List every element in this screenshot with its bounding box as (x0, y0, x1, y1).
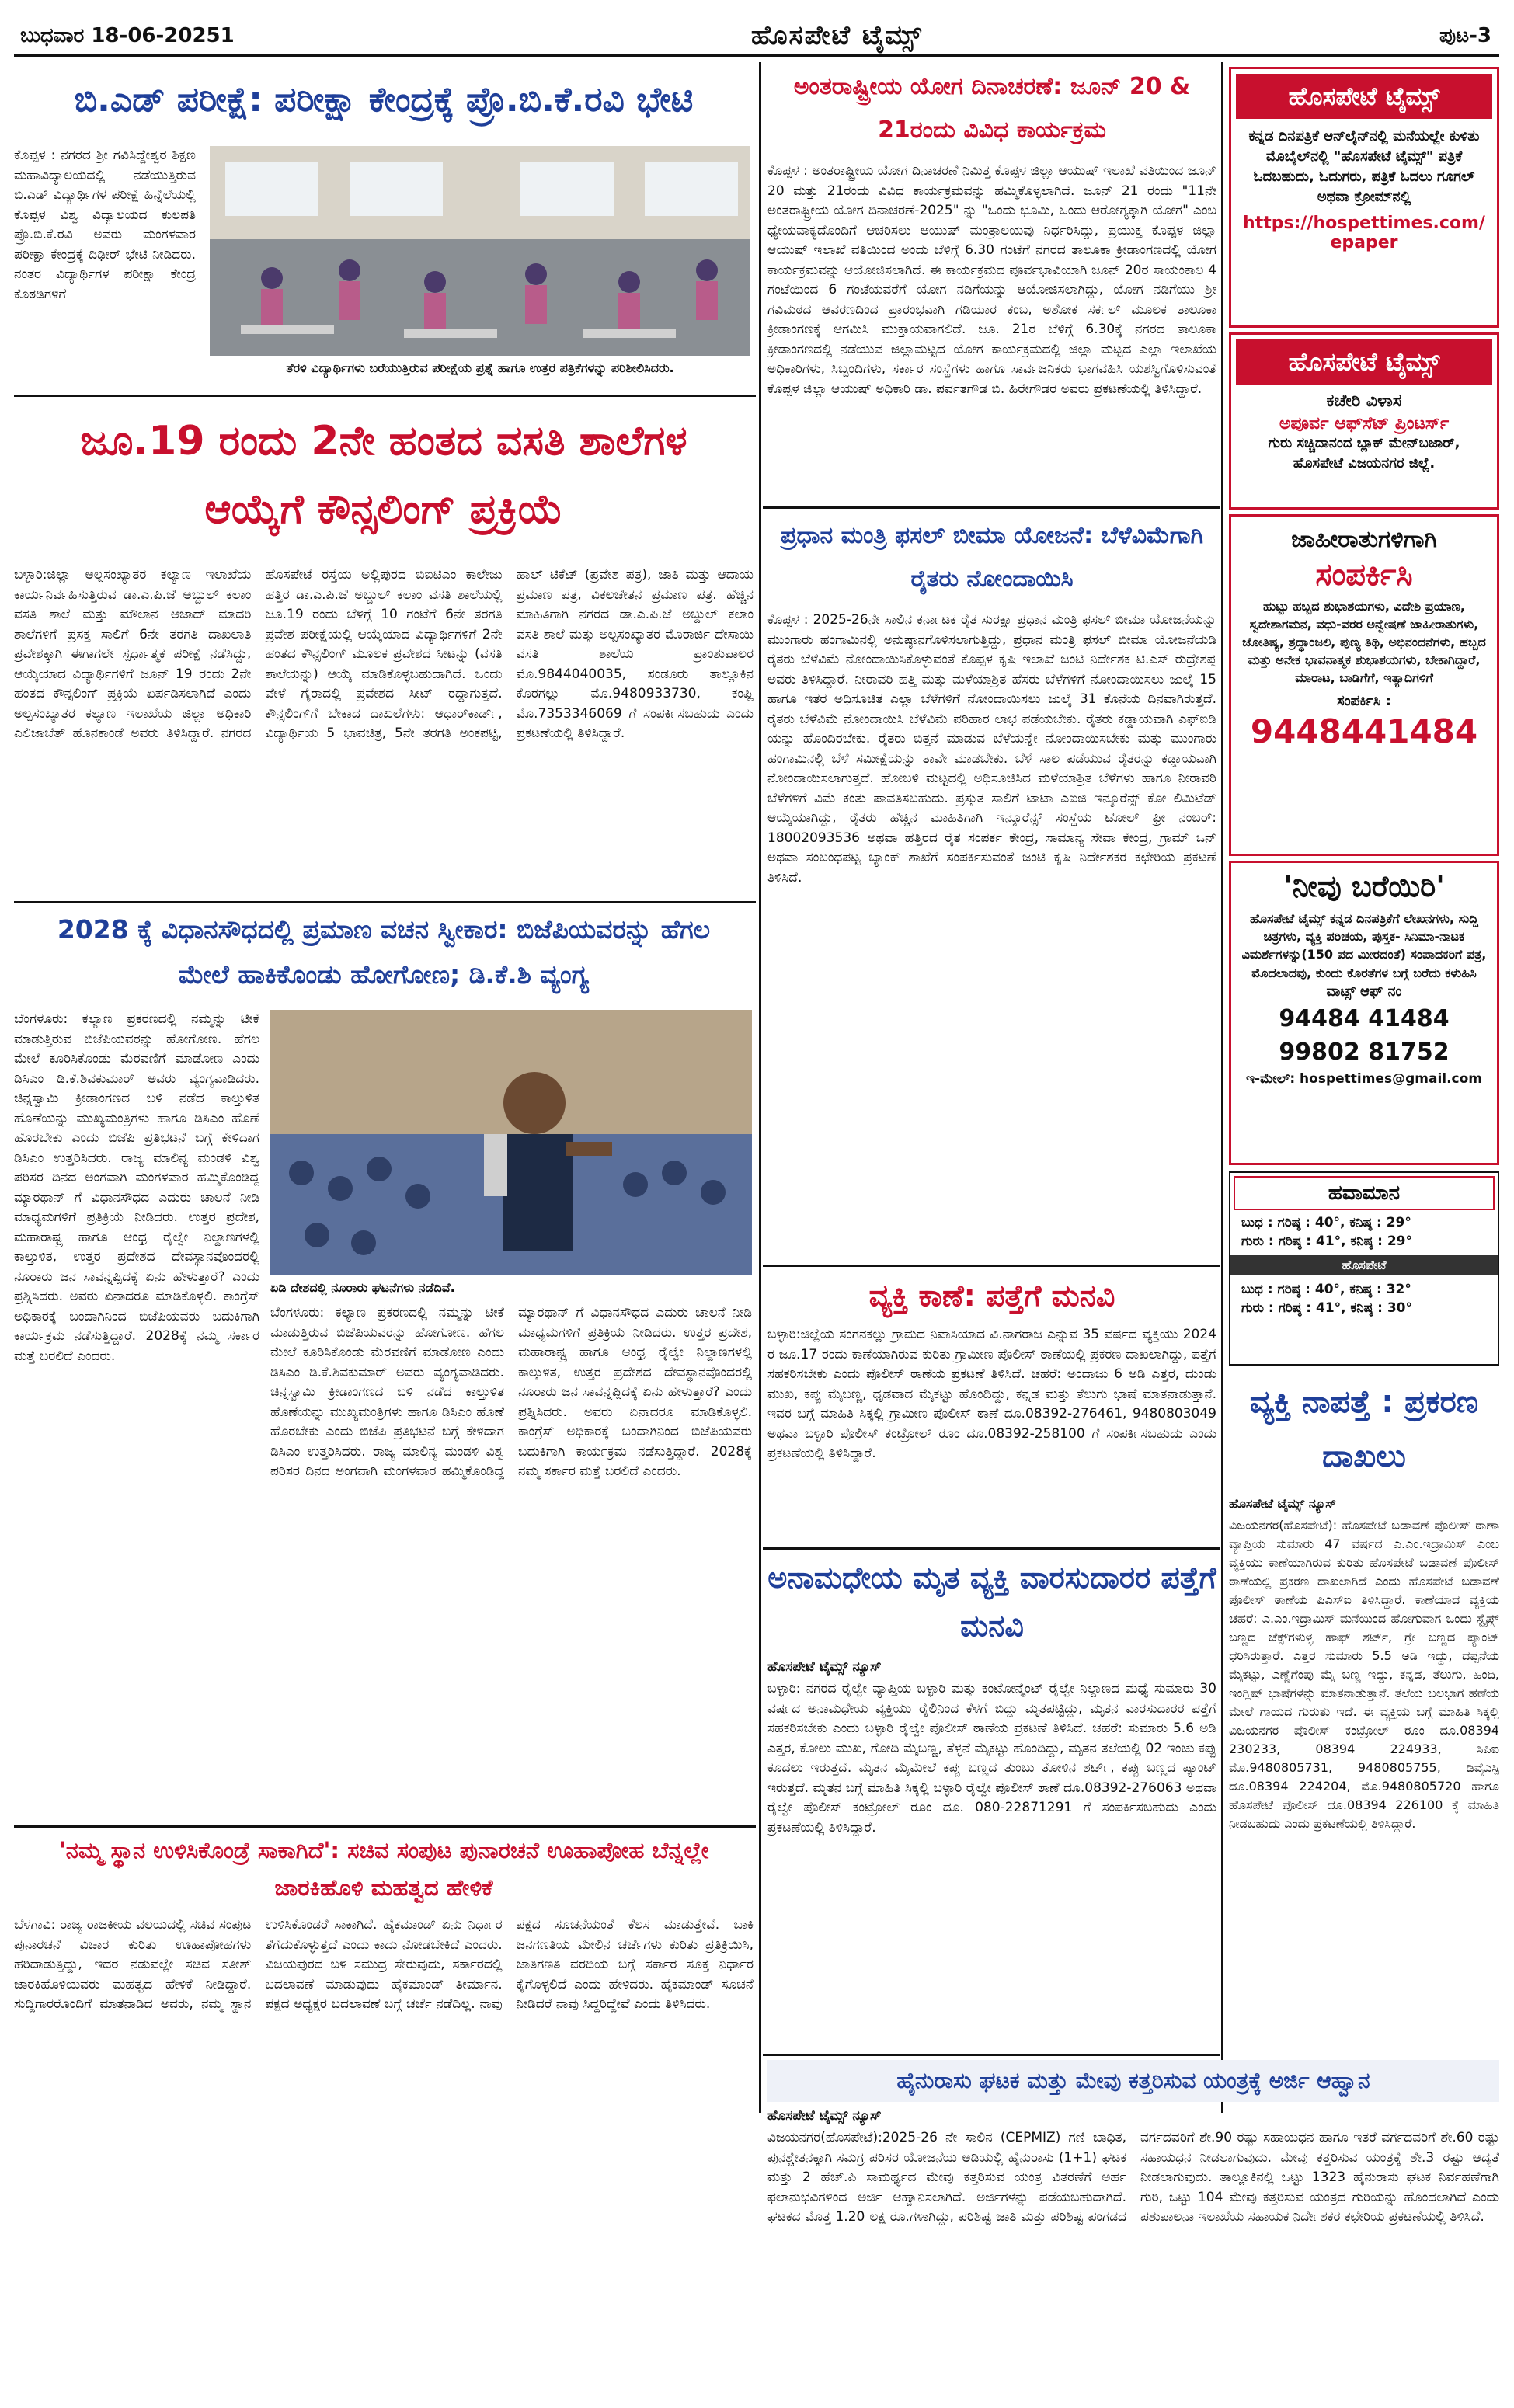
article-body: ಬಳ್ಳಾರಿ: ನಗರದ ರೈಲ್ವೇ ವ್ಯಾಪ್ತಿಯ ಬಳ್ಳಾರಿ ಮತ್ತು ಕಂಟೋನ್ಮೆಂಟ್ ರೈಲ್ವೇ ನಿಲ್ದಾಣದ ಮಧ್ಯೆ ಸುಮಾರು 30 ವರ್ಷದ ಅನಾಮಧೇಯ ವ್ಯಕ್ತಿಯು ರೈಲಿನಿಂದ ಕೆಳಗೆ ಬಿದ್ದು ಮೃತಪಟ್ಟಿದ್ದು, ಮೃತನ ವಾರಸುದಾರರ ಪತ್ತೆಗೆ ಸಹಕರಿಸಬೇಕು ಎಂದು ಬಳ್ಳಾರಿ ರೈಲ್ವೇ ಪೊಲೀಸ್ ಠಾಣೆಯ ಪ್ರಕಟಣೆ ತಿಳಿಸಿದೆ. ಚಹರೆ: ಸುಮಾರು 5.6 ಅಡಿ ಎತ್ತರ, ಕೋಲು ಮುಖ, ಗೋದಿ ಮೈಬಣ್ಣ, ತೆಳ್ಳನೆ ಮೈಕಟ್ಟು ಹೊಂದಿದ್ದು, ಮೃತನ ತಲೆಯಲ್ಲಿ 02 ಇಂಚು ಕಪ್ಪು ಕೂದಲು ಇರುತ್ತದೆ. ಮೃತನ ಮೈಮೇಲೆ ಕಪ್ಪು ಬಣ್ಣದ ತುಂಬು ತೋಳಿನ ಶರ್ಟ್, ಕಪ್ಪು ಬಣ್ಣದ ಪ್ಯಾಂಟ್ ಇರುತ್ತದೆ. ಮೃತನ ಬಗ್ಗೆ ಮಾಹಿತಿ ಸಿಕ್ಕಲ್ಲಿ ಬಳ್ಳಾರಿ ರೈಲ್ವೇ ಪೊಲೀಸ್ ಠಾಣೆ ದೂ.08392-276063 ಅಥವಾ ರೈಲ್ವೇ ಪೊಲೀಸ್ ಕಂಟ್ರೋಲ್ ರೂಂ ದೂ. 080-22871291 ಗೆ ಸಂಪರ್ಕಿಸಬಹುದು ಎಂದು ಪ್ರಕಟಣೆಯಲ್ಲಿ ತಿಳಿಸಿದ್ದಾರೆ. (767, 1681, 1216, 1836)
whatsapp-label: ವಾಟ್ಸ್ ಆಫ್ ನಂ (1326, 983, 1402, 1000)
ad-title: ಹೊಸಪೇಟೆ ಟೈಮ್ಸ್ (1236, 339, 1492, 385)
article-headline: 'ನಮ್ಮ ಸ್ಥಾನ ಉಳಿಸಿಕೊಂಡ್ರೆ ಸಾಕಾಗಿದೆ': ಸಚಿವ ಸಂಪುಟ ಪುನಾರಚನೆ ಊಹಾಪೋಹ ಬೆನ್ನಲ್ಲೇ ಜಾರಕಿಹೊಳಿ ಮಹತ್ವದ ಹೇಳಿಕೆ (58, 1837, 709, 1901)
office-address: ಗುರು ಸಚ್ಚಿದಾನಂದ ಬ್ಲಾಕ್ ಮೇನ್‌ಬಜಾರ್, ಹೊಸಪೇಟೆ ವಿಜಯನಗರ ಜಿಲ್ಲೆ. (1268, 434, 1460, 472)
article-body-continued: ಬೆಂಗಳೂರು: ಕಲ್ಯಾಣ ಪ್ರಕರಣದಲ್ಲಿ ನಮ್ಮನ್ನು ಟೀಕೆ ಮಾಡುತ್ತಿರುವ ಬಿಜೆಪಿಯವರನ್ನು ಹೋಗೋಣ. ಹೆಗಲ ಮೇಲೆ ಕೂರಿಸಿಕೊಂಡು ಮೆರವಣಿಗೆ ಮಾಡೋಣ ಎಂದು ಡಿಸಿಎಂ ಡಿ.ಕೆ.ಶಿವಕುಮಾರ್ ಅವರು ವ್ಯಂಗ್ಯವಾಡಿದರು. ಚಿನ್ನಸ್ವಾಮಿ ಕ್ರೀಡಾಂಗಣದ ಬಳಿ ನಡೆದ ಕಾಲ್ತುಳಿತ ಹೊಣೆಯನ್ನು ಮುಖ್ಯಮಂತ್ರಿಗಳು ಹಾಗೂ ಡಿಸಿಎಂ ಹೊಣೆ ಹೊರಬೇಕು ಎಂದು ಬಿಜೆಪಿ ಪ್ರತಿಭಟನೆ ಬಗ್ಗೆ ಕೇಳಿದಾಗ ಡಿಸಿಎಂ ಉತ್ತರಿಸಿದರು. ರಾಜ್ಯ ಮಾಲಿನ್ಯ ಮಂಡಳಿ ವಿಶ್ವ ಪರಿಸರ ದಿನದ ಅಂಗವಾಗಿ ಮಂಗಳವಾರ ಹಮ್ಮಿಕೊಂಡಿದ್ದ ಮ್ಯಾರಥಾನ್ ಗೆ ವಿಧಾನಸೌಧದ ಎದುರು ಚಾಲನೆ ನೀಡಿ ಮಾಧ್ಯಮಗಳಿಗೆ ಪ್ರತಿಕ್ರಿಯೆ ನೀಡಿದರು. ಉತ್ತರ ಪ್ರದೇಶ, ಮಹಾರಾಷ್ಟ್ರ ಹಾಗೂ ಆಂಧ್ರ ರೈಲ್ವೇ ನಿಲ್ದಾಣಗಳಲ್ಲಿ ಕಾಲ್ತುಳಿತ, ಉತ್ತರ ಪ್ರದೇಶದ ದೇವಸ್ಥಾನವೊಂದರಲ್ಲಿ ನೂರಾರು ಜನ ಸಾವನ್ನಪ್ಪಿದಕ್ಕೆ ಏನು ಹೇಳುತ್ತಾರೆ? ಎಂದು ಪ್ರಶ್ನಿಸಿದರು. ಅವರು ಏನಾದರೂ ಮಾಡಿಕೊಳ್ಳಲಿ. ಕಾಂಗ್ರೆಸ್ ಅಧಿಕಾರಕ್ಕೆ ಬಂದಾಗಿನಿಂದ ಬಿಜೆಪಿಯವರು ಬದುಕಿಗಾಗಿ ಕಾರ್ಯಕ್ರಮ ನಡೆಸುತ್ತಿದ್ದಾರೆ. 2028ಕ್ಕೆ ನಮ್ಮ ಸರ್ಕಾರ ಮತ್ತೆ ಬರಲಿದೆ ಎಂದರು. (270, 1305, 752, 1479)
column-rule (1221, 62, 1223, 2113)
ad-title: 'ನೀವು ಬರೆಯಿರಿ' (1283, 869, 1445, 903)
article-body: ಕೊಪ್ಪಳ : ನಗರದ ಶ್ರೀ ಗವಿಸಿದ್ದೇಶ್ವರ ಶಿಕ್ಷಣ ಮಹಾವಿದ್ಯಾಲಯದಲ್ಲಿ ನಡೆಯುತ್ತಿರುವ ಬಿ.ಎಡ್ ವಿದ್ಯಾರ್ಥಿಗಳ ಪರೀಕ್ಷೆ ಹಿನ್ನೆಲೆಯಲ್ಲಿ ಕೊಪ್ಪಳ ವಿಶ್ವ ವಿದ್ಯಾಲಯದ ಕುಲಪತಿ ಪ್ರೊ.ಬಿ.ಕೆ.ರವಿ ಅವರು ಮಂಗಳವಾರ ಪರೀಕ್ಷಾ ಕೇಂದ್ರಕ್ಕೆ ದಿಢೀರ್ ಭೇಟಿ ನೀಡಿದರು. ನಂತರ ವಿದ್ಯಾರ್ಥಿಗಳ ಪರೀಕ್ಷಾ ಕೇಂದ್ರ ಕೊಠಡಿಗಳಿಗೆ (14, 148, 196, 302)
sidebar-ad-advertise (1229, 514, 1499, 856)
section-divider (14, 901, 756, 903)
article-cabinet (14, 1832, 754, 2399)
article-body: ವಿಜಯನಗರ(ಹೊಸಪೇಟೆ): ಹೊಸಪೇಟೆ ಬಡಾವಣೆ ಪೊಲೀಸ್ ಠಾಣಾ ವ್ಯಾಪ್ತಿಯ ಸುಮಾರು 47 ವರ್ಷದ ಎ.ಎಂ.ಇದ್ರಾಮಿಸ್ ಎಂಬ ವ್ಯಕ್ತಿಯು ಕಾಣೆಯಾಗಿರುವ ಕುರಿತು ಹೊಸಪೇಟೆ ಬಡಾವಣೆ ಪೊಲೀಸ್ ಠಾಣೆಯಲ್ಲಿ ಪ್ರಕರಣ ದಾಖಲಾಗಿದೆ ಎಂದು ಹೊಸಪೇಟೆ ಬಡಾವಣೆ ಪೊಲೀಸ್ ಠಾಣೆಯ ಪಿಎಸ್‌ಐ ತಿಳಿಸಿದ್ದಾರೆ. ಕಾಣೆಯಾದ ವ್ಯಕ್ತಿಯ ಚಹರೆ: ಎ.ಎಂ.ಇದ್ರಾಮಿಸ್ ಮನೆಯಿಂದ ಹೋಗುವಾಗ ಒಂದು ಸ್ಟೈಪ್ಸ್ ಬಣ್ಣದ ಚೆಕ್ಸ್‌ಗಳುಳ್ಳ ಹಾಫ್ ಶರ್ಟ್, ಗ್ರೇ ಬಣ್ಣದ ಪ್ಯಾಂಟ್ ಧರಿಸಿರುತ್ತಾರೆ. ಎತ್ತರ ಸುಮಾರು 5.5 ಅಡಿ ಇದ್ದು, ದಪ್ಪನೆಯ ಮೈಕಟ್ಟು, ಎಣ್ಣೆಗೆಂಪು ಮೈ ಬಣ್ಣ ಇದ್ದು, ಕನ್ನಡ, ತೆಲುಗು, ಹಿಂದಿ, ಇಂಗ್ಲಿಷ್ ಭಾಷೆಗಳನ್ನು ಮಾತನಾಡುತ್ತಾನೆ. ತಲೆಯ ಬಲಭಾಗ ಹಣೆಯ ಮೇಲೆ ಗಾಯದ ಗುರುತು ಇದೆ. ಈ ವ್ಯಕ್ತಿಯ ಬಗ್ಗೆ ಮಾಹಿತಿ ಸಿಕ್ಕಲ್ಲಿ ವಿಜಯನಗರ ಪೊಲೀಸ್ ಕಂಟ್ರೋಲ್ ರೂಂ ದೂ.08394 230233, 08394 224933, ಸಿಪಿಐ ಮೊ.9480805731, 9480805755, ಡಿವೈಎಸ್ಪಿ ದೂ.08394 224204, ಮೊ.9480805720 ಹಾಗೂ ಹೊಸಪೇಟೆ ಪೊಲೀಸ್ ದೂ.08394 226100 ಕ್ಕೆ ಮಾಹಿತಿ ನೀಡಬಹುದು ಎಂದು ಪ್ರಕಟಣೆಯಲ್ಲಿ ತಿಳಿಸಿದ್ದಾರೆ. (1229, 1518, 1499, 1831)
section-divider (763, 1547, 1220, 1550)
article-headline: ವ್ಯಕ್ತಿ ನಾಪತ್ತೆ : ಪ್ರಕರಣ ದಾಖಲು (1249, 1384, 1479, 1474)
printer-name: ಅಪೂರ್ವ ಆಫ್‌ಸೆಟ್ ಪ್ರಿಂಟರ್ಸ್ (1279, 413, 1450, 433)
section-divider (763, 2054, 1220, 2056)
article-headline: ಹೈನುರಾಸು ಘಟಕ ಮತ್ತು ಮೇವು ಕತ್ತರಿಸುವ ಯಂತ್ರಕ್ಕೆ ಅರ್ಜಿ ಆಹ್ವಾನ (767, 2060, 1499, 2102)
dk-shivakumar-photo (270, 1010, 752, 1275)
section-divider (14, 395, 756, 397)
article-byline: ಹೊಸಪೇಟೆ ಟೈಮ್ಸ್ ನ್ಯೂಸ್ (767, 1659, 882, 1675)
section-divider (14, 1825, 756, 1828)
article-bjp (14, 907, 754, 1824)
sidebar-ad-office (1229, 332, 1499, 510)
article-headline: 2028 ಕ್ಕೆ ವಿಧಾನಸೌಧದಲ್ಲಿ ಪ್ರಮಾಣ ವಚನ ಸ್ವೀಕಾರ: ಬಿಜೆಪಿಯವರನ್ನು ಹೆಗಲ ಮೇಲೆ ಹಾಕಿಕೊಂಡು ಹೋಗೋಣ; ಡಿ.ಕೆ.ಶಿ ವ್ಯಂಗ್ಯ (57, 914, 711, 990)
masthead: ಹೊಸಪೇಟೆ ಟೈಮ್ಸ್ (750, 20, 923, 51)
page-number: ಪುಟ-3 (1439, 23, 1491, 47)
article-headline: ಜೂ.19 ರಂದು 2ನೇ ಹಂತದ ವಸತಿ ಶಾಲೆಗಳ ಆಯ್ಕೆಗೆ ಕೌನ್ಸಲಿಂಗ್ ಪ್ರಕ್ರಿಯೆ (80, 418, 687, 533)
weather-row: ಬುಧ : ಗರಿಷ್ಠ : 40°, ಕನಿಷ್ಠ : 29° (1241, 1215, 1411, 1230)
write-phone-1[interactable]: 94484 41484 (1279, 1004, 1450, 1032)
photo-caption: ಏಡಿ ದೇಶದಲ್ಲಿ ನೂರಾರು ಘಟನೆಗಳು ನಡೆದಿವೆ. (270, 1280, 455, 1295)
article-headline: ಅಂತರಾಷ್ಟ್ರೀಯ ಯೋಗ ದಿನಾಚರಣೆ: ಜೂನ್ 20 & 21ರಂದು ವಿವಿಧ ಕಾರ್ಯಕ್ರಮ (793, 73, 1191, 144)
article-missing-person (767, 1271, 1216, 1543)
weather-row: ಗುರು : ಗರಿಷ್ಠ : 41°, ಕನಿಷ್ಠ : 29° (1241, 1234, 1412, 1249)
article-body: ಬಳ್ಳಾರಿ:ಜಿಲ್ಲೆಯ ಸಂಗನಕಲ್ಲು ಗ್ರಾಮದ ನಿವಾಸಿಯಾದ ವಿ.ನಾಗರಾಜ ಎನ್ನುವ 35 ವರ್ಷದ ವ್ಯಕ್ತಿಯು 2024 ರ ಜೂ.17 ರಂದು ಕಾಣೆಯಾಗಿರುವ ಕುರಿತು ಗ್ರಾಮೀಣ ಪೊಲೀಸ್ ಠಾಣೆಯಲ್ಲಿ ಪ್ರಕರಣ ದಾಖಲಾಗಿದ್ದು, ಪತ್ತೆಗೆ ಸಹಕರಿಸಬೇಕು ಎಂದು ಪೊಲೀಸ್ ಠಾಣೆಯ ಪ್ರಕಟಣೆ ತಿಳಿಸಿದೆ. ಚಹರೆ: ಅಂದಾಜು 6 ಅಡಿ ಎತ್ತರ, ದುಂಡು ಮುಖ, ಕಪ್ಪು ಮೈಬಣ್ಣ, ಧೃಡವಾದ ಮೈಕಟ್ಟು ಹೊಂದಿದ್ದು, ಕನ್ನಡ ಮತ್ತು ತೆಲುಗು ಭಾಷೆ ಮಾತನಾಡುತ್ತಾನೆ. ಇವರ ಬಗ್ಗೆ ಮಾಹಿತಿ ಸಿಕ್ಕಲ್ಲಿ ಗ್ರಾಮೀಣ ಪೊಲೀಸ್ ಠಾಣೆ ದೂ.08392-276461, 9480803049 ಅಥವಾ ಬಳ್ಳಾರಿ ಪೊಲೀಸ್ ಕಂಟ್ರೋಲ್ ರೂಂ ದೂ.08392-258100 ಗೆ ಸಂಪರ್ಕಿಸಬಹುದು ಎಂದು ಪ್ರಕಟಣೆಯಲ್ಲಿ ತಿಳಿಸಿದ್ದಾರೆ. (767, 1327, 1216, 1461)
exam-hall-photo (210, 146, 750, 356)
article-body: ಬಳ್ಳಾರಿ:ಜಿಲ್ಲಾ ಅಲ್ಪಸಂಖ್ಯಾತರ ಕಲ್ಯಾಣ ಇಲಾಖೆಯ ಕಾರ್ಯನಿರ್ವಹಿಸುತ್ತಿರುವ ಡಾ.ಎ.ಪಿ.ಜೆ ಅಬ್ದುಲ್ ಕಲಾಂ ವಸತಿ ಶಾಲೆ ಮತ್ತು ಮೌಲಾನ ಆಜಾದ್ ಮಾದರಿ ಶಾಲೆಗಳಿಗೆ ಪ್ರಸಕ್ತ ಸಾಲಿಗೆ 6ನೇ ತರಗತಿ ದಾಖಲಾತಿ ಪ್ರವೇಶಕ್ಕಾಗಿ ಈಗಾಗಲೇ ಸ್ಪರ್ಧಾತ್ಮಕ ಪರೀಕ್ಷೆ ನಡೆಸಿದ್ದು, ಆಯ್ಕೆಯಾದ ವಿದ್ಯಾರ್ಥಿಗಳಿಗೆ ಜೂನ್ 19 ರಂದು 2ನೇ ಹಂತದ ಕೌನ್ಸಲಿಂಗ್ ಪ್ರಕ್ರಿಯೆ ಏರ್ಪಡಿಸಲಾಗಿದೆ ಎಂದು ಅಲ್ಪಸಂಖ್ಯಾತರ ಕಲ್ಯಾಣ ಇಲಾಖೆಯ ಜಿಲ್ಲಾ ಅಧಿಕಾರಿ ಎಲಿಜಾಬೆತ್ ಹೊನಕಾಂಡೆ ಅವರು ತಿಳಿಸಿದ್ದಾರೆ. ನಗರದ ಹೊಸಪೇಟೆ ರಸ್ತೆಯ ಅಲ್ಲಿಪುರದ ಬಿಐಟಿಎಂ ಕಾಲೇಜು ಹತ್ತಿರ ಡಾ.ಎ.ಪಿ.ಜೆ ಅಬ್ದುಲ್ ಕಲಾಂ ವಸತಿ ಶಾಲೆಯಲ್ಲಿ ಜೂ.19 ರಂದು ಬೆಳಿಗ್ಗೆ 10 ಗಂಟೆಗೆ 6ನೇ ತರಗತಿ ಪ್ರವೇಶ ಪರೀಕ್ಷೆಯಲ್ಲಿ ಆಯ್ಕೆಯಾದ ವಿದ್ಯಾರ್ಥಿಗಳಿಗೆ 2ನೇ ಹಂತದ ಕೌನ್ಸಲಿಂಗ್ ಮೂಲಕ ಪ್ರವೇಶದ ಸೀಟನ್ನು (ವಸತಿ ಶಾಲೆಯನ್ನು) ಆಯ್ಕೆ ಮಾಡಿಕೊಳ್ಳಬಹುದಾಗಿದೆ. ಒಂದು ವೇಳೆ ಗೈರಾದಲ್ಲಿ ಪ್ರವೇಶದ ಸೀಟ್ ರದ್ದಾಗುತ್ತದೆ. ಕೌನ್ಸಲಿಂಗ್‌ಗೆ ಬೇಕಾದ ದಾಖಲೆಗಳು: ಆಧಾರ್‌ಕಾರ್ಡ್, ವಿದ್ಯಾರ್ಥಿಯ 5 ಭಾವಚಿತ್ರ, 5ನೇ ತರಗತಿ ಅಂಕಪಟ್ಟಿ, ಹಾಲ್ ಟಿಕೆಟ್ (ಪ್ರವೇಶ ಪತ್ರ), ಜಾತಿ ಮತ್ತು ಆದಾಯ ಪ್ರಮಾಣ ಪತ್ರ, ವಿಕಲಚೇತನ ಪ್ರಮಾಣ ಪತ್ರ. ಹೆಚ್ಚಿನ ಮಾಹಿತಿಗಾಗಿ ನಗರದ ಡಾ.ಎ.ಪಿ.ಜೆ ಅಬ್ದುಲ್ ಕಲಾಂ ವಸತಿ ಶಾಲೆ ಮತ್ತು ಅಲ್ಪಸಂಖ್ಯಾತರ ಮೊರಾರ್ಜಿ ದೇಸಾಯಿ ವಸತಿ ಶಾಲೆಯ ಪ್ರಾಂಶುಪಾಲರ ಮೊ.9844040035, ಸಂಡೂರು ತಾಲ್ಲೂಕಿನ ಕೊರಗಲ್ಲು ಮೊ.9480933730, ಕಂಪ್ಲಿ ಮೊ.7353346069 ಗೆ ಸಂಪರ್ಕಿಸಬಹುದು ಎಂದು ಪ್ರಕಟಣೆಯಲ್ಲಿ ತಿಳಿಸಿದ್ದಾರೆ. (14, 567, 754, 741)
weather-box (1229, 1171, 1499, 1366)
column-rule (759, 62, 761, 1044)
article-byline: ಹೊಸಪೇಟೆ ಟೈಮ್ಸ್ ನ್ಯೂಸ್ (767, 2108, 882, 2124)
ad-subtitle: ಸಂಪರ್ಕಿಸಿ (1315, 556, 1413, 593)
ad-text: ಕನ್ನಡ ದಿನಪತ್ರಿಕೆ ಆನ್‌ಲೈನ್‌ನಲ್ಲಿ ಮನೆಯಲ್ಲೇ ಕುಳಿತು ಮೊಬೈಲ್‌ನಲ್ಲಿ "ಹೊಸಪೇಟೆ ಟೈಮ್ಸ್" ಪತ್ರಿಕೆ ಓದಬಹುದು, ಓದುಗರು, ಪತ್ರಿಕೆ ಓದಲು ಗೂಗಲ್ ಅಥವಾ ಕ್ರೋಮ್‌ನಲ್ಲಿ (1248, 128, 1480, 206)
ad-text: ಹೊಸಪೇಟೆ ಟೈಮ್ಸ್ ಕನ್ನಡ ದಿನಪತ್ರಿಕೆಗೆ ಲೇಖನಗಳು, ಸುದ್ದಿ ಚಿತ್ರಗಳು, ವ್ಯಕ್ತಿ ಪರಿಚಯ, ಪುಸ್ತಕ- ಸಿನಿಮಾ-ನಾಟಕ ವಿಮರ್ಶೆಗಳನ್ನು(150 ಪದ ಮೀರದಂತೆ) ಸಂಪಾದಕರಿಗೆ ಪತ್ರ, ಮೊದಲಾದವು, ಕುಂದು ಕೊರತೆಗಳ ಬಗ್ಗೆ ಬರೆದು ಕಳುಹಿಸಿ (1241, 911, 1487, 980)
weather-row: ಗುರು : ಗರಿಷ್ಠ : 41°, ಕನಿಷ್ಠ : 30° (1241, 1300, 1412, 1316)
weather-city: ಹೊಸಪೇಟೆ (1230, 1255, 1498, 1275)
article-body: ಕೊಪ್ಪಳ : ಅಂತರಾಷ್ಟ್ರೀಯ ಯೋಗ ದಿನಾಚರಣೆ ನಿಮಿತ್ತ ಕೊಪ್ಪಳ ಜಿಲ್ಲಾ ಆಯುಷ್ ಇಲಾಖೆ ವತಿಯಿಂದ ಜೂನ್ 20 ಮತ್ತು 21ರಂದು ವಿವಿಧ ಕಾರ್ಯಕ್ರಮವನ್ನು ಹಮ್ಮಿಕೊಳ್ಳಲಾಗಿದೆ. ಜೂನ್ 21 ರಂದು "11ನೇ ಅಂತರಾಷ್ಟ್ರೀಯ ಯೋಗ ದಿನಾಚರಣೆ-2025" ನ್ನು "ಒಂದು ಭೂಮಿ, ಒಂದು ಆರೋಗ್ಯಕ್ಕಾಗಿ ಯೋಗ" ಎಂಬ ಧ್ಯೇಯವಾಕ್ಯದೊಂದಿಗೆ ಆಚರಿಸಲು ಆಯುಷ್ ಮಂತ್ರಾಲಯವು ನಿರ್ಧರಿಸಿದ್ದು, ಪ್ರಯುಕ್ತ ಕೊಪ್ಪಳ ಜಿಲ್ಲಾ ಆಯುಷ್ ಇಲಾಖೆ ವತಿಯಿಂದ ಅಂದು ಬೆಳಿಗ್ಗೆ 6.30 ಗಂಟೆಗೆ ನಗರದ ತಾಲೂಕಾ ಕ್ರೀಡಾಂಗಣದಲ್ಲಿ ಯೋಗ ಕಾರ್ಯಕ್ರಮವನ್ನು ಆಯೋಜಿಸಲಾಗಿದೆ. ಈ ಕಾರ್ಯಕ್ರಮದ ಪೂರ್ವಭಾವಿಯಾಗಿ ಜೂನ್ 20ರ ಸಾಯಂಕಾಲ 4 ಗಂಟೆಯಿಂದ 6 ಗಂಟೆಯವರೆಗೆ ಯೋಗ ನಡಿಗೆಯನ್ನು ಆಯೋಜಿಸಲಾಗಿದ್ದು, ಯೋಗ ನಡಿಗೆಯು ಶ್ರೀ ಗವಿಮಠದ ಆವರಣದಿಂದ ಪ್ರಾರಂಭವಾಗಿ ಗಡಿಯಾರ ಕಂಬ, ಅಶೋಕ ಸರ್ಕಲ್ ಮೂಲಕ ತಾಲೂಕಾ ಕ್ರೀಡಾಂಗಣಕ್ಕೆ ಆಗಮಿಸಿ ಮುಕ್ತಾಯವಾಗಲಿದೆ. ಜೂ. 21ರ ಬೆಳಿಗ್ಗೆ 6.30ಕ್ಕೆ ನಗರದ ತಾಲೂಕಾ ಕ್ರೀಡಾಂಗಣದಲ್ಲಿ ನಡೆಯುವ ಜಿಲ್ಲಾಮಟ್ಟದ ಯೋಗ ಕಾರ್ಯಕ್ರಮದಲ್ಲಿ ಜಿಲ್ಲಾ ಮಟ್ಟದ ಎಲ್ಲಾ ಇಲಾಖೆಯ ಅಧಿಕಾರಿಗಳು, ಸಿಬ್ಬಂದಿಗಳು, ಸರ್ಕಾರ ಸಂಸ್ಥೆಗಳು ಹಾಗೂ ಸಾರ್ವಜನಿಕರು ಭಾಗವಹಿಸಿ ಯಶಸ್ವಿಗೊಳಿಸುವಂತೆ ಕೊಪ್ಪಳ ಜಿಲ್ಲಾ ಆಯುಷ್ ಅಧಿಕಾರಿ ಡಾ. ಪರ್ವತಗೌಡ ಬಿ. ಹಿರೇಗೌಡರ ಅವರು ಪ್ರಕಟಣೆಯಲ್ಲಿ ತಿಳಿಸಿದ್ದಾರೆ. (767, 163, 1216, 397)
article-body: ಕೊಪ್ಪಳ : 2025-26ನೇ ಸಾಲಿನ ಕರ್ನಾಟಕ ರೈತ ಸುರಕ್ಷಾ ಪ್ರಧಾನ ಮಂತ್ರಿ ಫಸಲ್ ಬೀಮಾ ಯೋಜನೆಯನ್ನು ಮುಂಗಾರು ಹಂಗಾಮಿನಲ್ಲಿ ಅನುಷ್ಠಾನಗೊಳಿಸಲಾಗುತ್ತಿದ್ದು, ಪ್ರಧಾನ ಮಂತ್ರಿ ಫಸಲ್ ಬೀಮಾ ಯೋಜನೆಯಡಿ ರೈತರು ಬೆಳೆವಿಮೆ ನೋಂದಾಯಿಸಿಕೊಳ್ಳುವಂತೆ ಕೊಪ್ಪಳ ಕೃಷಿ ಇಲಾಖೆ ಜಂಟಿ ನಿರ್ದೇಶಕ ಟಿ.ಎಸ್ ರುದ್ರೇಶಪ್ಪ ಅವರು ತಿಳಿಸಿದ್ದಾರೆ. ನೀರಾವರಿ ಹತ್ತಿ ಮತ್ತು ಮಳೆಯಾಶ್ರಿತ ಹೆಸರು ಬೆಳೆಗಳಿಗೆ ನೋಂದಾಯಿಸಲು ಜುಲೈ 15 ಹಾಗೂ ಇತರ ಅಧಿಸೂಚಿತ ಎಲ್ಲಾ ಬೆಳೆಗಳಿಗೆ ನೋಂದಾಯಿಸಲು ಜುಲೈ 31 ಕೊನೆಯ ದಿನವಾಗಿರುತ್ತದೆ. ರೈತರು ಬೆಳೆವಿಮೆ ನೋಂದಾಯಿಸಿ ಬೆಳೆವಿಮೆ ಪರಿಹಾರ ಲಾಭ ಪಡೆಯಬೇಕು. ರೈತರು ಕಡ್ಡಾಯವಾಗಿ ಎಫ್‌ಐಡಿ ಯನ್ನು ಹೊಂದಿರಬೇಕು. ರೈತರು ಬಿತ್ತನೆ ಮಾಡುವ ಬೆಳೆಯನ್ನೇ ನೋಂದಾಯಿಸಬೇಕು ಮತ್ತು ಮುಂಗಾರು ಹಂಗಾಮಿನಲ್ಲಿ ಬೆಳೆ ಸಮೀಕ್ಷೆಯನ್ನು ತಾವೇ ಮಾಡಬೇಕು. ಬೆಳೆ ಸಾಲ ಪಡೆಯುವ ರೈತರನ್ನು ಕಡ್ಡಾಯವಾಗಿ ನೋಂದಾಯಿಸಲಾಗುತ್ತದೆ. ಹೋಬಳಿ ಮಟ್ಟದಲ್ಲಿ ಅಧಿಸೂಚಿಸಿದ ಮಳೆಯಾಶ್ರಿತ ಬೆಳೆಗಳು ಹಾಗೂ ನೀರಾವರಿ ಬೆಳೆಗಳಿಗೆ ವಿಮೆ ಕಂತು ಪಾವತಿಸಬಹುದು. ಪ್ರಸ್ತುತ ಸಾಲಿಗೆ ಟಾಟಾ ಎಐಜಿ ಇನ್ಶೂರೆನ್ಸ್ ಕೋ ಲಿಮಿಟೆಡ್ ಆಯ್ಕೆಯಾಗಿದ್ದು, ರೈತರು ಹೆಚ್ಚಿನ ಮಾಹಿತಿಗಾಗಿ ಇನ್ಶೂರೆನ್ಸ್ ಸಂಸ್ಥೆಯ ಟೋಲ್ ಫ್ರೀ ನಂಬರ್: 18002093536 ಅಥವಾ ಹತ್ತಿರದ ರೈತ ಸಂಪರ್ಕ ಕೇಂದ್ರ, ಸಾಮಾನ್ಯ ಸೇವಾ ಕೇಂದ್ರ, ಗ್ರಾಮ್ ಒನ್ ಅಥವಾ ಸಂಬಂಧಪಟ್ಟ ಬ್ಯಾಂಕ್ ಶಾಖೆಗೆ ಸಂಪರ್ಕಿಸುವಂತೆ ಜಂಟಿ ಕೃಷಿ ನಿರ್ದೇಶಕರ ಕಛೇರಿಯ ಪ್ರಕಟಣೆ ತಿಳಿಸಿದೆ. (767, 612, 1216, 886)
section-divider (763, 506, 1220, 509)
column-rule (759, 1044, 761, 2113)
article-headline: ಬಿ.ಎಡ್ ಪರೀಕ್ಷೆ: ಪರೀಕ್ಷಾ ಕೇಂದ್ರಕ್ಕೆ ಪ್ರೊ.ಬಿ.ಕೆ.ರವಿ ಭೇಟಿ (74, 80, 694, 120)
ad-title: ಜಾಹೀರಾತುಗಳಿಗಾಗಿ (1291, 526, 1437, 553)
article-yoga (767, 65, 1216, 500)
epaper-link[interactable]: https://hospettimes.com/ epaper (1243, 214, 1485, 253)
ad-text: ಹುಟ್ಟು ಹಬ್ಬದ ಶುಭಾಶಯಗಳು, ವಿದೇಶಿ ಪ್ರಯಾಣ, ಸ್ವದೇಶಾಗಮನ, ವಧು-ವರರ ಅನ್ವೇಷಣೆ ಜಾಹೀರಾತುಗಳು, ಜೋತಿಷ್ಯ, ಶ್ರದ್ಧಾಂಜಲಿ, ಪುಣ್ಯ ತಿಥಿ, ಅಭಿನಂದನೆಗಳು, ಹಬ್ಬದ ಮತ್ತು ಅನೇಕ ಭಾವನಾತ್ಮಕ ಶುಭಾಶಯಗಳು, ಬೇಕಾಗಿದ್ದಾರೆ, ಮಾರಾಟ, ಬಾಡಿಗೆಗೆ, ಇತ್ಯಾದಿಗಳಿಗೆ (1242, 598, 1486, 686)
ad-title: ಹೊಸಪೇಟೆ ಟೈಮ್ಸ್ (1236, 74, 1492, 119)
weather-row: ಬುಧ : ಗರಿಷ್ಠ : 40°, ಕನಿಷ್ಠ : 32° (1241, 1282, 1411, 1297)
weather-title: ಹವಾಮಾನ (1234, 1176, 1495, 1210)
article-headline: ಅನಾಮಧೇಯ ಮೃತ ವ್ಯಕ್ತಿ ವಾರಸುದಾರರ ಪತ್ತೆಗೆ ಮನವಿ (767, 1561, 1216, 1643)
article-body: ವಿಜಯನಗರ(ಹೊಸಪೇಟೆ):2025-26 ನೇ ಸಾಲಿನ (CEPMIZ) ಗಣಿ ಬಾಧಿತ, ಪುನಶ್ಚೇತನಕ್ಕಾಗಿ ಸಮಗ್ರ ಪರಿಸರ ಯೋಜನೆಯ ಅಡಿಯಲ್ಲಿ ಹೈನುರಾಸು (1+1) ಘಟಕ ಮತ್ತು 2 ಹೆಚ್.ಪಿ ಸಾಮರ್ಥ್ಯದ ಮೇವು ಕತ್ತರಿಸುವ ಯಂತ್ರ ವಿತರಣೆಗೆ ಅರ್ಹ ಫಲಾನುಭವಿಗಳಿಂದ ಅರ್ಜಿ ಆಹ್ವಾನಿಸಲಾಗಿದೆ. ಅರ್ಜಿಗಳನ್ನು ಪಡೆಯಬಹುದಾಗಿದೆ. ಘಟಕದ ಮೊತ್ತ 1.20 ಲಕ್ಷ ರೂ.ಗಳಾಗಿದ್ದು, ಪರಿಶಿಷ್ಟ ಜಾತಿ ಮತ್ತು ಪರಿಶಿಷ್ಟ ಪಂಗಡದ ವರ್ಗದವರಿಗೆ ಶೇ.90 ರಷ್ಟು ಸಹಾಯಧನ ಹಾಗೂ ಇತರೆ ವರ್ಗದವರಿಗೆ ಶೇ.60 ರಷ್ಟು ಸಹಾಯಧನ ನೀಡಲಾಗುವುದು. ಮೇವು ಕತ್ತರಿಸುವ ಯಂತ್ರಕ್ಕೆ ಶೇ.3 ರಷ್ಟು ಆದ್ಯತೆ ನೀಡಲಾಗುವುದು. ತಾಲ್ಲೂಕಿನಲ್ಲಿ ಒಟ್ಟು 1323 ಹೈನುರಾಸು ಘಟಕ ನಿರ್ವಹಣೆಗಾಗಿ ಗುರಿ, ಒಟ್ಟು 104 ಮೇವು ಕತ್ತರಿಸುವ ಯಂತ್ರದ ಗುರಿಯನ್ನು ಹೊಂದಲಾಗಿದೆ ಎಂದು ಪಶುಪಾಲನಾ ಇಲಾಖೆಯ ಸಹಾಯಕ ನಿರ್ದೇಶಕರ ಕಛೇರಿಯ ಪ್ರಕಟಣೆಯಲ್ಲಿ ತಿಳಿಸಿದೆ. (767, 2130, 1499, 2225)
article-body: ಬೆಳಗಾವಿ: ರಾಜ್ಯ ರಾಜಕೀಯ ವಲಯದಲ್ಲಿ ಸಚಿವ ಸಂಪುಟ ಪುನಾರಚನೆ ವಿಚಾರ ಕುರಿತು ಊಹಾಪೋಹಗಳು ಹರಿದಾಡುತ್ತಿದ್ದು, ಇದರ ನಡುವಲ್ಲೇ ಸಚಿವ ಸತೀಶ್ ಜಾರಕಿಹೊಳಿಯವರು ಮಹತ್ವದ ಹೇಳಿಕೆ ನೀಡಿದ್ದಾರೆ. ಸುದ್ದಿಗಾರರೊಂದಿಗೆ ಮಾತನಾಡಿದ ಅವರು, ನಮ್ಮ ಸ್ಥಾನ ಉಳಿಸಿಕೊಂಡರೆ ಸಾಕಾಗಿದೆ. ಹೈಕಮಾಂಡ್ ಏನು ನಿರ್ಧಾರ ತೆಗೆದುಕೊಳ್ಳುತ್ತದೆ ಎಂದು ಕಾದು ನೋಡಬೇಕಿದೆ ಎಂದರು. ವಿಜಯಪುರದ ಬಳಿ ಸಮುದ್ರ ಸೇರುವುದು, ಸರ್ಕಾರದಲ್ಲಿ ಬದಲಾವಣೆ ಮಾಡುವುದು ಹೈಕಮಾಂಡ್ ತೀರ್ಮಾನ. ಪಕ್ಷದ ಅಧ್ಯಕ್ಷರ ಬದಲಾವಣೆ ಬಗ್ಗೆ ಚರ್ಚೆ ನಡೆದಿಲ್ಲ. ನಾವು ಪಕ್ಷದ ಸೂಚನೆಯಂತೆ ಕೆಲಸ ಮಾಡುತ್ತೇವೆ. ಬಾಕಿ ಜನಗಣತಿಯ ಮೇಲಿನ ಚರ್ಚೆಗಳು ಕುರಿತು ಪ್ರತಿಕ್ರಿಯಿಸಿ, ಜಾತಿಗಣತಿ ವರದಿಯ ಬಗ್ಗೆ ಸರ್ಕಾರ ಸೂಕ್ತ ನಿರ್ಧಾರ ಕೈಗೊಳ್ಳಲಿದೆ ಎಂದು ಹೇಳಿದರು. ಹೈಕಮಾಂಡ್ ಸೂಚನೆ ನೀಡಿದರೆ ನಾವು ಸಿದ್ಧರಿದ್ದೇವೆ ಎಂದು ತಿಳಿಸಿದರು. (14, 1917, 754, 2012)
page-header (14, 17, 1499, 57)
write-phone-2[interactable]: 99802 81752 (1279, 1039, 1450, 1067)
contact-phone[interactable]: 9448441484 (1250, 712, 1478, 750)
issue-date: ಬುಧವಾರ 18-06-20251 (20, 23, 235, 47)
article-headline: ವ್ಯಕ್ತಿ ಕಾಣೆ: ಪತ್ತೆಗೆ ಮನವಿ (868, 1279, 1115, 1313)
office-label: ಕಚೇರಿ ವಿಳಾಸ (1326, 391, 1402, 411)
article-unknown-deceased (767, 1554, 1216, 2051)
section-divider (763, 1265, 1220, 1267)
contact-label: ಸಂಪರ್ಕಿಸಿ : (1337, 693, 1391, 710)
article-byline: ಹೊಸಪೇಟೆ ಟೈಮ್ಸ್ ನ್ಯೂಸ್ (1229, 1496, 1336, 1511)
sidebar-ad-epaper (1229, 67, 1499, 328)
article-dairy-unit (767, 2060, 1499, 2402)
sidebar-ad-write (1229, 861, 1499, 1165)
article-body: ಬೆಂಗಳೂರು: ಕಲ್ಯಾಣ ಪ್ರಕರಣದಲ್ಲಿ ನಮ್ಮನ್ನು ಟೀಕೆ ಮಾಡುತ್ತಿರುವ ಬಿಜೆಪಿಯವರನ್ನು ಹೋಗೋಣ. ಹೆಗಲ ಮೇಲೆ ಕೂರಿಸಿಕೊಂಡು ಮೆರವಣಿಗೆ ಮಾಡೋಣ ಎಂದು ಡಿಸಿಎಂ ಡಿ.ಕೆ.ಶಿವಕುಮಾರ್ ಅವರು ವ್ಯಂಗ್ಯವಾಡಿದರು. ಚಿನ್ನಸ್ವಾಮಿ ಕ್ರೀಡಾಂಗಣದ ಬಳಿ ನಡೆದ ಕಾಲ್ತುಳಿತ ಹೊಣೆಯನ್ನು ಮುಖ್ಯಮಂತ್ರಿಗಳು ಹಾಗೂ ಡಿಸಿಎಂ ಹೊಣೆ ಹೊರಬೇಕು ಎಂದು ಬಿಜೆಪಿ ಪ್ರತಿಭಟನೆ ಬಗ್ಗೆ ಕೇಳಿದಾಗ ಡಿಸಿಎಂ ಉತ್ತರಿಸಿದರು. ರಾಜ್ಯ ಮಾಲಿನ್ಯ ಮಂಡಳಿ ವಿಶ್ವ ಪರಿಸರ ದಿನದ ಅಂಗವಾಗಿ ಮಂಗಳವಾರ ಹಮ್ಮಿಕೊಂಡಿದ್ದ ಮ್ಯಾರಥಾನ್ ಗೆ ವಿಧಾನಸೌಧದ ಎದುರು ಚಾಲನೆ ನೀಡಿ ಮಾಧ್ಯಮಗಳಿಗೆ ಪ್ರತಿಕ್ರಿಯೆ ನೀಡಿದರು. ಉತ್ತರ ಪ್ರದೇಶ, ಮಹಾರಾಷ್ಟ್ರ ಹಾಗೂ ಆಂಧ್ರ ರೈಲ್ವೇ ನಿಲ್ದಾಣಗಳಲ್ಲಿ ಕಾಲ್ತುಳಿತ, ಉತ್ತರ ಪ್ರದೇಶದ ದೇವಸ್ಥಾನವೊಂದರಲ್ಲಿ ನೂರಾರು ಜನ ಸಾವನ್ನಪ್ಪಿದಕ್ಕೆ ಏನು ಹೇಳುತ್ತಾರೆ? ಎಂದು ಪ್ರಶ್ನಿಸಿದರು. ಅವರು ಏನಾದರೂ ಮಾಡಿಕೊಳ್ಳಲಿ. ಕಾಂಗ್ರೆಸ್ ಅಧಿಕಾರಕ್ಕೆ ಬಂದಾಗಿನಿಂದ ಬಿಜೆಪಿಯವರು ಬದುಕಿಗಾಗಿ ಕಾರ್ಯಕ್ರಮ ನಡೆಸುತ್ತಿದ್ದಾರೆ. 2028ಕ್ಕೆ ನಮ್ಮ ಸರ್ಕಾರ ಮತ್ತೆ ಬರಲಿದೆ ಎಂದರು. (14, 1011, 259, 1364)
article-headline: ಪ್ರಧಾನ ಮಂತ್ರಿ ಫಸಲ್ ಬೀಮಾ ಯೋಜನೆ: ಬೆಳೆವಿಮೆಗಾಗಿ ರೈತರು ನೋಂದಾಯಿಸಿ (780, 522, 1204, 593)
email-address[interactable]: ಇ-ಮೇಲ್: hospettimes@gmail.com (1245, 1070, 1483, 1087)
photo-caption: ತೆರಳಿ ವಿದ್ಯಾರ್ಥಿಗಳು ಬರೆಯುತ್ತಿರುವ ಪರೀಕ್ಷೆಯ ಪ್ರಶ್ನೆ ಹಾಗೂ ಉತ್ತರ ಪತ್ರಿಕೆಗಳನ್ನು ಪರಿಶೀಲಿಸಿದರು. (286, 360, 674, 375)
article-missing-person-2 (1229, 1375, 1499, 2051)
article-bed (14, 65, 754, 390)
article-crop (767, 514, 1216, 1260)
rally-illustration (270, 1010, 752, 1275)
article-hostel (14, 402, 754, 900)
exam-hall-illustration (210, 146, 750, 356)
